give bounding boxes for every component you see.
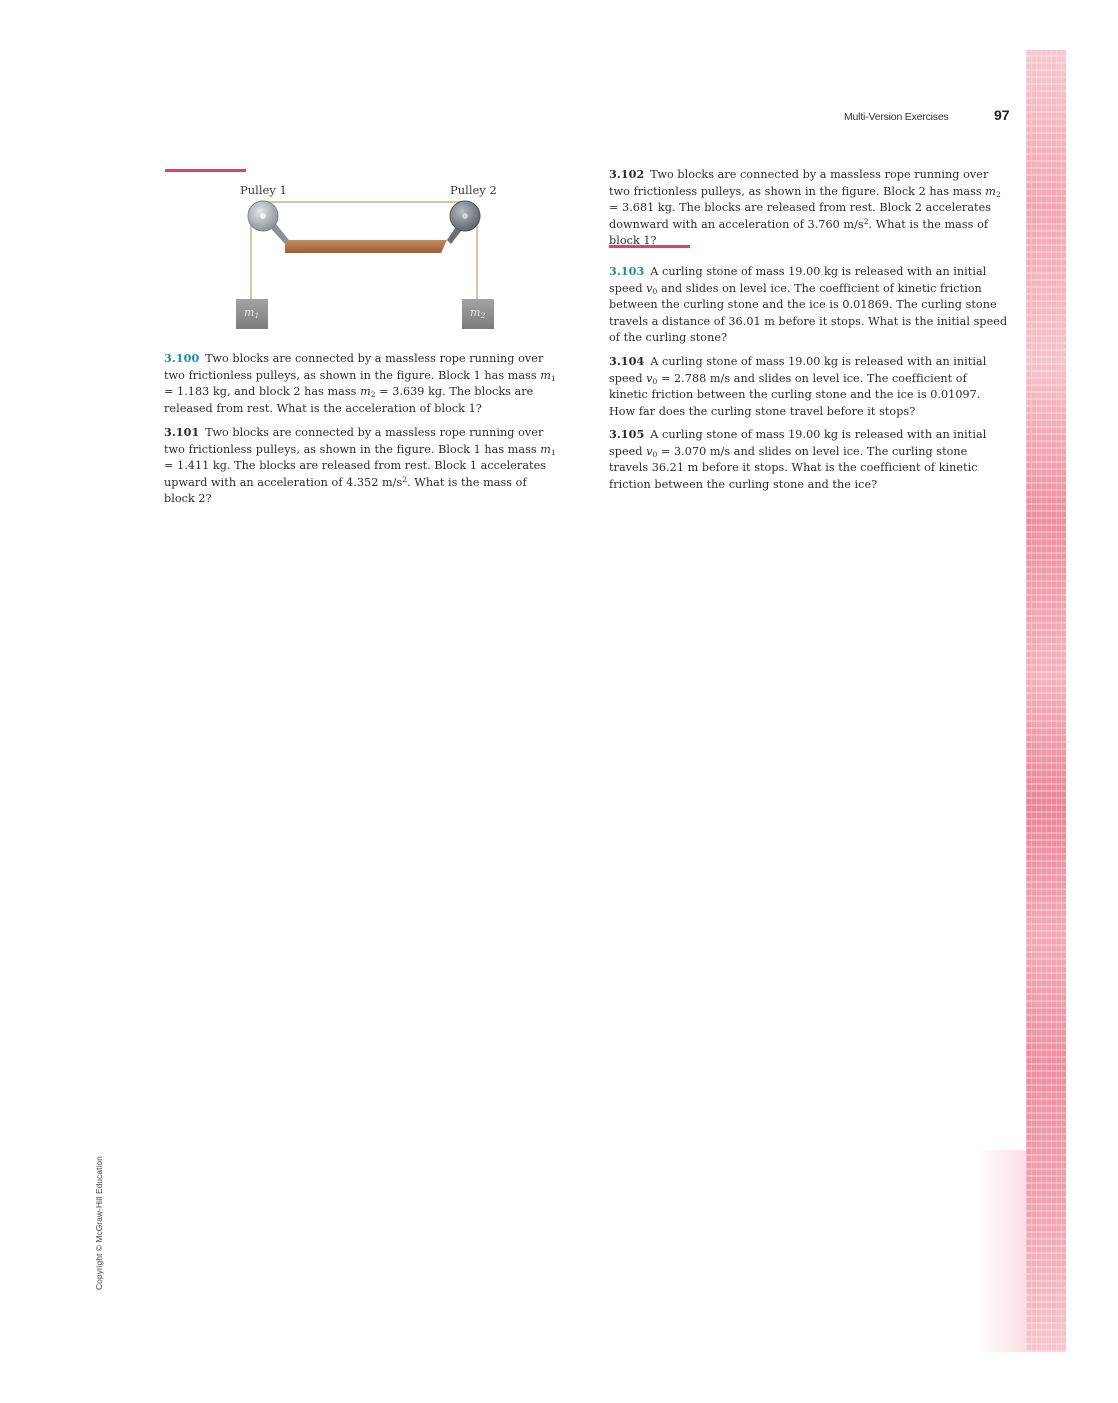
problem-number: 3.104 [609, 354, 645, 368]
problem-3-103: 3.103 A curling stone of mass 19.00 kg is released with an initial speed $v_0$ and slides on level ice. The coefficient of kinetic friction between the curling stone and the ice is 0.01869. The curling stone travels a distance of 36.01 m before it stops. What is the initial speed of the curling stone? [609, 264, 1008, 345]
problem-3-102: 3.102 Two blocks are connected by a massless rope running over two frictionless pulleys, as shown in the figure. Block 2 has mass $m_2 = 3.681$ kg. The blocks are released from rest. Block 2 accelerates downward with an acceleration of 3.760 $m/s^2$. What is the mass of block 1? [609, 167, 1001, 248]
table-beam [285, 240, 447, 253]
problem-number: 3.103 [609, 264, 645, 278]
pulley-1-label: Pulley 1 [240, 183, 287, 197]
copyright-notice: Copyright © McGraw-Hill Education [94, 1156, 104, 1290]
block-m2-label: $m_2$ [470, 306, 486, 320]
pulley-2-label: Pulley 2 [450, 183, 497, 197]
pulley-1-axle [260, 213, 266, 219]
problem-3-104: 3.104 A curling stone of mass 19.00 kg is released with an initial speed $v_0 = 2.788$ m/s and slides on level ice. The coefficient of kinetic friction between the curling stone and the ice is 0.01097. How far does the curling stone travel before it stops? [609, 354, 987, 418]
block-m1-label: $m_1$ [244, 306, 260, 320]
problem-3-101: 3.101 Two blocks are connected by a massless rope running over two frictionless pulleys, as shown in the figure. Block 1 has mass $m_1 = 1.411$ kg. The blocks are released from rest. Block 1 accelerates upward with an acceleration of 4.352 $m/s^2$. What is the mass of block 2? [164, 425, 556, 506]
decorative-side-strip [1026, 50, 1066, 1352]
running-header-title: Multi-Version Exercises [844, 111, 949, 123]
pulley-figure [165, 170, 565, 340]
page-number: 97 [994, 107, 1010, 123]
pulley-2-axle [462, 213, 468, 219]
problem-3-100: 3.100 Two blocks are connected by a massless rope running over two frictionless pulleys, as shown in the figure. Block 1 has mass $m_1 = 1.183$ kg, and block 2 has mass $m_2 = 3.639$ kg. The blocks are released from rest. What is the acceleration of block 1? [164, 351, 556, 415]
problem-number: 3.101 [164, 425, 200, 439]
problem-number: 3.100 [164, 351, 200, 365]
problem-number: 3.102 [609, 167, 645, 181]
problem-3-105: 3.105 A curling stone of mass 19.00 kg is released with an initial speed $v_0 = 3.070$ m/s and slides on level ice. The curling stone travels 36.21 m before it stops. What is the coefficient of kinetic friction between the curling stone and the ice? [609, 427, 987, 491]
problem-number: 3.105 [609, 427, 645, 441]
pulley-diagram [165, 170, 565, 340]
